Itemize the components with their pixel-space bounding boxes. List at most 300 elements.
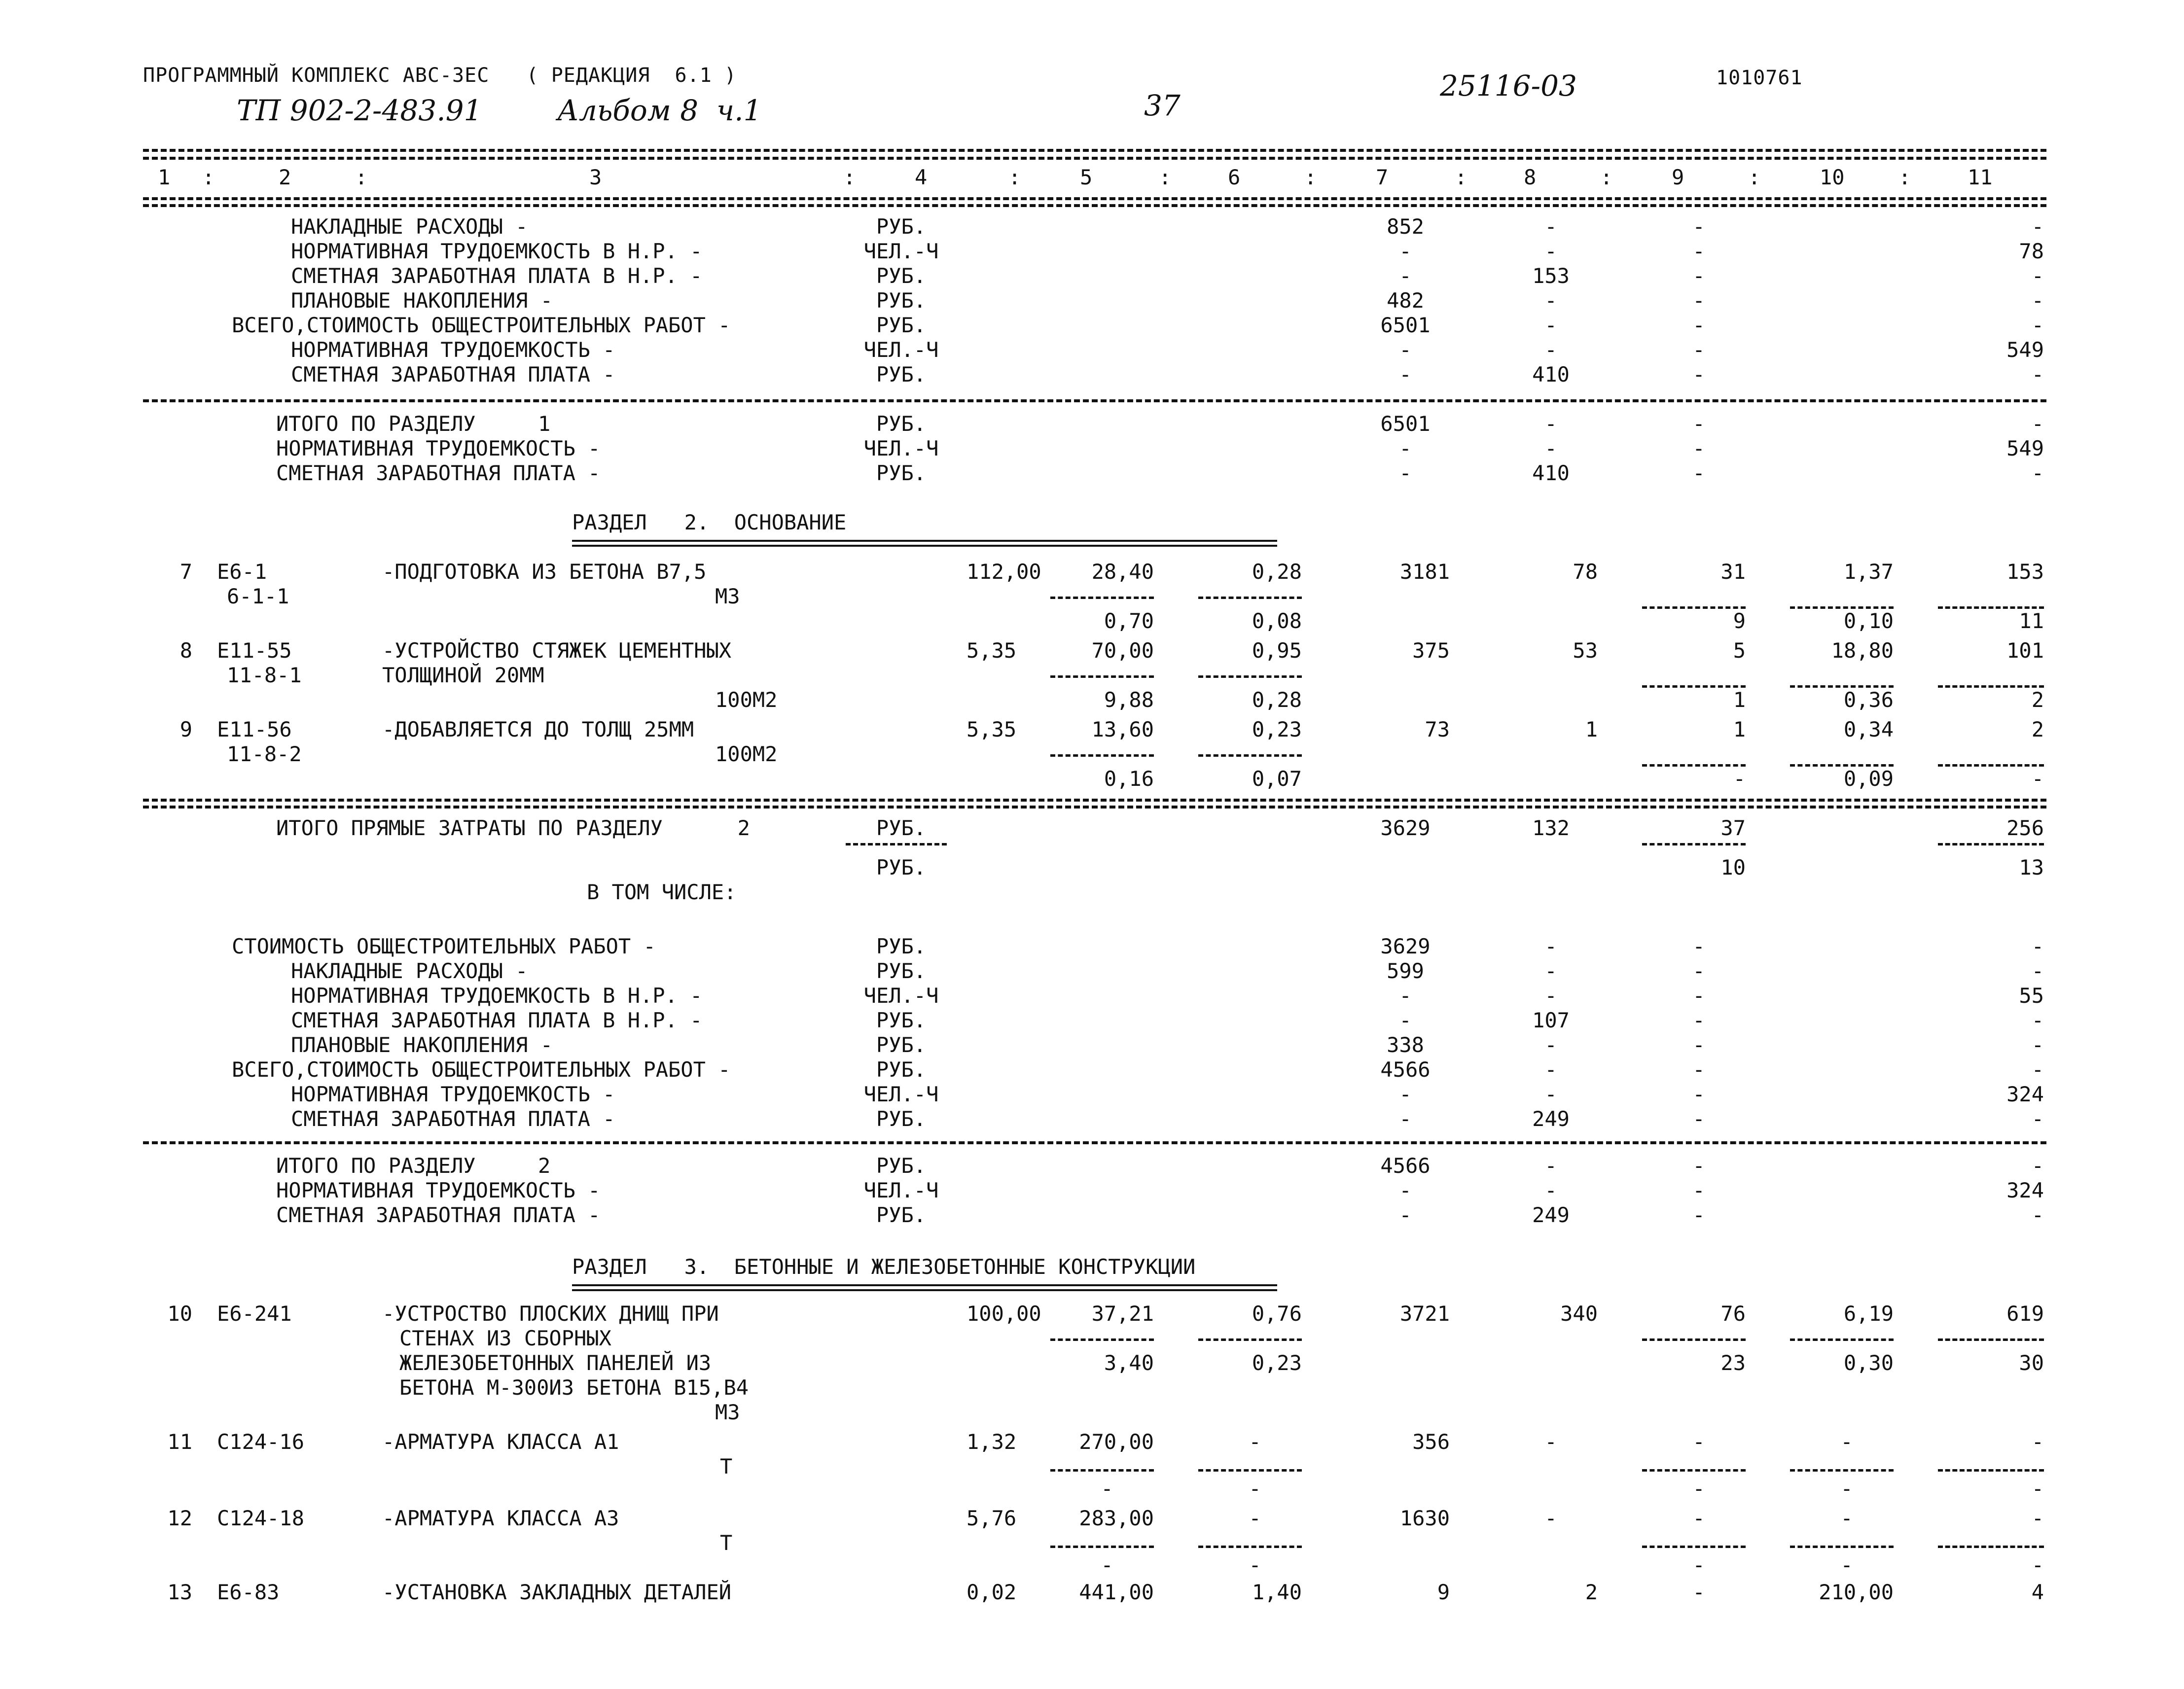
summary1-col8: - <box>1544 338 1557 362</box>
summary1-col9: - <box>1692 214 1705 239</box>
item9-col8: 1 <box>1585 717 1598 741</box>
total2-unit: ЧЕЛ.-Ч <box>863 1178 939 1202</box>
item8-description-2: ТОЛЩИНОЙ 20ММ <box>382 663 544 687</box>
item9-col11-sub: - <box>2031 767 2044 791</box>
total1-col8: 410 <box>1532 461 1570 485</box>
col-2: 2 <box>279 165 291 189</box>
summary1-unit: ЧЕЛ.-Ч <box>863 338 939 362</box>
summary1-col7: 6501 <box>1380 313 1431 337</box>
item8-col9: 5 <box>1733 638 1746 663</box>
col-5: 5 <box>1080 165 1093 189</box>
summary2-col9: - <box>1692 1008 1705 1032</box>
summary1-col9: - <box>1692 313 1705 337</box>
item13-description: -УСТАНОВКА ЗАКЛАДНЫХ ДЕТАЛЕЙ <box>382 1580 732 1604</box>
item10-rule-c5 <box>1050 1338 1154 1341</box>
total1-col11: 549 <box>2006 436 2044 460</box>
total1-row <box>0 461 2184 486</box>
item12-col5-sub: - <box>1101 1553 1113 1577</box>
item10-description-4: БЕТОНА М-300ИЗ БЕТОНА В15,В4 <box>399 1375 749 1400</box>
summary2-col9: - <box>1692 934 1705 958</box>
summary2-col11: - <box>2031 934 2044 958</box>
summary2-col9: - <box>1692 1082 1705 1106</box>
direct2-rule-c9 <box>1642 843 1746 845</box>
summary1-row <box>0 264 2184 288</box>
item9-col10-sub: 0,09 <box>1843 767 1894 791</box>
total2-col9: - <box>1692 1154 1705 1178</box>
item7-number: 7 <box>179 560 192 584</box>
item13-code: Е6-83 <box>217 1580 280 1604</box>
item9-number: 9 <box>179 717 192 741</box>
item10-row-5 <box>0 1400 2184 1425</box>
total1-col9: - <box>1692 461 1705 485</box>
summary2-col7: - <box>1399 1008 1412 1032</box>
item8-col8: 53 <box>1573 638 1598 663</box>
item12-row-3 <box>0 1553 2184 1578</box>
summary1-col7: - <box>1399 362 1412 387</box>
summary2-col9: - <box>1692 1033 1705 1057</box>
total2-col7: - <box>1399 1178 1412 1202</box>
item10-row-4 <box>0 1375 2184 1400</box>
item11-col5-sub: - <box>1101 1477 1113 1501</box>
total2-row <box>0 1178 2184 1203</box>
item9-row <box>0 717 2184 742</box>
direct2-col7: 3629 <box>1380 816 1431 840</box>
item12-col11: - <box>2031 1506 2044 1530</box>
col-8: 8 <box>1524 165 1537 189</box>
summary1-col9: - <box>1692 288 1705 313</box>
summary2-col11: 55 <box>2019 984 2044 1008</box>
total2-label: ИТОГО ПО РАЗДЕЛУ 2 <box>276 1154 551 1178</box>
item12-col6: - <box>1249 1506 1261 1530</box>
summary2-row <box>0 1107 2184 1131</box>
item9-row-3 <box>0 767 2184 791</box>
summary2-col8: 249 <box>1532 1107 1570 1131</box>
total2-col8: 249 <box>1532 1203 1570 1227</box>
item11-col8: - <box>1544 1430 1557 1454</box>
item10-col6: 0,76 <box>1252 1302 1302 1326</box>
total1-unit: РУБ. <box>876 461 927 485</box>
doc-number: 1010761 <box>1716 67 1803 89</box>
item9-rule-c6 <box>1198 754 1302 757</box>
col-1: 1 <box>158 165 171 189</box>
summary2-col8: - <box>1544 1082 1557 1106</box>
summary1-col8: 410 <box>1532 362 1570 387</box>
item10-col9: 76 <box>1720 1302 1746 1326</box>
summary2-col7: - <box>1399 984 1412 1008</box>
item11-quantity: 1,32 <box>967 1430 1017 1454</box>
item9-col9-sub: - <box>1733 767 1746 791</box>
summary1-row <box>0 239 2184 264</box>
item10-number: 10 <box>167 1302 192 1326</box>
rule-items2-bottom <box>143 799 2046 802</box>
summary2-col11: - <box>2031 1008 2044 1032</box>
summary1-col7: 482 <box>1387 288 1424 313</box>
summary1-col11: - <box>2031 264 2044 288</box>
total2-row <box>0 1203 2184 1228</box>
direct2-row <box>0 816 2184 841</box>
item8-col10: 18,80 <box>1831 638 1894 663</box>
handwritten-doc-code: 25116-03 <box>1440 69 1577 103</box>
item7-code: Е6-1 <box>217 560 267 584</box>
summary2-row <box>0 959 2184 984</box>
summary1-col11: - <box>2031 214 2044 239</box>
summary2-row <box>0 1082 2184 1107</box>
rule-top <box>143 149 2046 152</box>
item10-description-2: СТЕНАХ ИЗ СБОРНЫХ <box>399 1326 611 1350</box>
summary1-col9: - <box>1692 338 1705 362</box>
item12-row <box>0 1506 2184 1531</box>
item9-col7: 73 <box>1425 717 1450 741</box>
item13-quantity: 0,02 <box>967 1580 1017 1604</box>
item9-col10: 0,34 <box>1843 717 1894 741</box>
item7-col11-sub: 11 <box>2019 609 2044 633</box>
summary2-col9: - <box>1692 1057 1705 1082</box>
item7-unit: М3 <box>715 584 740 608</box>
item7-col7: 3181 <box>1399 560 1450 584</box>
total2-unit: РУБ. <box>876 1154 927 1178</box>
summary2-col11: 324 <box>2006 1082 2044 1106</box>
item11-rule-c9 <box>1642 1469 1746 1472</box>
direct2-col9-sub: 10 <box>1720 855 1746 880</box>
direct2-label: ИТОГО ПРЯМЫЕ ЗАТРАТЫ ПО РАЗДЕЛУ 2 <box>276 816 750 840</box>
total1-unit: РУБ. <box>876 412 927 436</box>
item10-col5-sub: 3,40 <box>1104 1351 1154 1375</box>
item7-quantity: 112,00 <box>967 560 1041 584</box>
summary2-unit: РУБ. <box>876 1107 927 1131</box>
item11-col9-sub: - <box>1692 1477 1705 1501</box>
item12-rule-c10 <box>1790 1546 1894 1548</box>
direct2-row-2 <box>0 855 2184 880</box>
item11-row-3 <box>0 1477 2184 1501</box>
item8-row <box>0 638 2184 663</box>
item7-col6-sub: 0,08 <box>1252 609 1302 633</box>
item10-col5: 37,21 <box>1091 1302 1154 1326</box>
summary1-row <box>0 362 2184 387</box>
summary2-row <box>0 1008 2184 1033</box>
item11-description: -АРМАТУРА КЛАССА А1 <box>382 1430 619 1454</box>
total2-col7: - <box>1399 1203 1412 1227</box>
item9-col6-sub: 0,07 <box>1252 767 1302 791</box>
item10-row <box>0 1302 2184 1326</box>
item11-col10: - <box>1840 1430 1853 1454</box>
item11-col5: 270,00 <box>1079 1430 1154 1454</box>
item8-col11-sub: 2 <box>2031 688 2044 712</box>
item13-col5: 441,00 <box>1079 1580 1154 1604</box>
item11-rule-c10 <box>1790 1469 1894 1472</box>
summary1-col9: - <box>1692 264 1705 288</box>
total1-col11: - <box>2031 412 2044 436</box>
summary2-unit: РУБ. <box>876 1033 927 1057</box>
total1-label: СМЕТНАЯ ЗАРАБОТНАЯ ПЛАТА - <box>276 461 601 485</box>
item12-col9-sub: - <box>1692 1553 1705 1577</box>
item12-description: -АРМАТУРА КЛАССА А3 <box>382 1506 619 1530</box>
summary2-col11: - <box>2031 1033 2044 1057</box>
item11-col11: - <box>2031 1430 2044 1454</box>
summary2-col8: - <box>1544 959 1557 983</box>
summary1-unit: ЧЕЛ.-Ч <box>863 239 939 263</box>
item10-col10-sub: 0,30 <box>1843 1351 1894 1375</box>
rule-summary2-bottom <box>143 1141 2046 1144</box>
total1-col9: - <box>1692 412 1705 436</box>
item7-rule-c6 <box>1198 597 1302 599</box>
item10-col10: 6,19 <box>1843 1302 1894 1326</box>
item9-col5-sub: 0,16 <box>1104 767 1154 791</box>
item9-unit: 100М2 <box>715 742 778 766</box>
item11-col7: 356 <box>1412 1430 1450 1454</box>
total1-col7: 6501 <box>1380 412 1431 436</box>
summary2-col7: 3629 <box>1380 934 1431 958</box>
summary1-col7: - <box>1399 264 1412 288</box>
summary1-label: СМЕТНАЯ ЗАРАБОТНАЯ ПЛАТА - <box>291 362 615 387</box>
summary2-label: ВСЕГО,СТОИМОСТЬ ОБЩЕСТРОИТЕЛЬНЫХ РАБОТ - <box>232 1057 731 1082</box>
item13-col7: 9 <box>1437 1580 1450 1604</box>
summary1-label: НАКЛАДНЫЕ РАСХОДЫ - <box>291 214 528 239</box>
item7-col9: 31 <box>1720 560 1746 584</box>
total1-col7: - <box>1399 436 1412 460</box>
item11-col6-sub: - <box>1249 1477 1261 1501</box>
item12-col7: 1630 <box>1399 1506 1450 1530</box>
rule-header-bottom <box>143 197 2046 200</box>
summary2-unit: РУБ. <box>876 1008 927 1032</box>
section-2-underline <box>572 540 1277 547</box>
item12-quantity: 5,76 <box>967 1506 1017 1530</box>
total2-col11: - <box>2031 1203 2044 1227</box>
summary1-col9: - <box>1692 362 1705 387</box>
item9-description: -ДОБАВЛЯЕТСЯ ДО ТОЛЩ 25ММ <box>382 717 694 741</box>
item9-quantity: 5,35 <box>967 717 1017 741</box>
item7-col5-sub: 0,70 <box>1104 609 1154 633</box>
item12-col8: - <box>1544 1506 1557 1530</box>
item11-unit: Т <box>720 1454 733 1478</box>
summary2-col8: - <box>1544 1057 1557 1082</box>
total2-col7: 4566 <box>1380 1154 1431 1178</box>
handwritten-page-number: 37 <box>1144 89 1181 122</box>
total1-col11: - <box>2031 461 2044 485</box>
handwritten-tp: ТП 902-2-483.91 <box>237 94 482 127</box>
item13-col10: 210,00 <box>1819 1580 1894 1604</box>
summary2-label: НОРМАТИВНАЯ ТРУДОЕМКОСТЬ - <box>291 1082 615 1106</box>
summary1-col11: - <box>2031 362 2044 387</box>
summary2-label: СТОИМОСТЬ ОБЩЕСТРОИТЕЛЬНЫХ РАБОТ - <box>232 934 656 958</box>
item7-row-3 <box>0 609 2184 633</box>
total2-label: СМЕТНАЯ ЗАРАБОТНАЯ ПЛАТА - <box>276 1203 601 1227</box>
summary1-label: ПЛАНОВЫЕ НАКОПЛЕНИЯ - <box>291 288 553 313</box>
direct2-col9: 37 <box>1720 816 1746 840</box>
item7-rule-c5 <box>1050 597 1154 599</box>
item10-description-3: ЖЕЛЕЗОБЕТОННЫХ ПАНЕЛЕЙ ИЗ <box>399 1351 712 1375</box>
direct2-incl-row <box>0 880 2184 905</box>
item11-row <box>0 1430 2184 1454</box>
summary2-unit: ЧЕЛ.-Ч <box>863 1082 939 1106</box>
item7-col10-sub: 0,10 <box>1843 609 1894 633</box>
item8-rule-c6 <box>1198 675 1302 678</box>
total2-col11: 324 <box>2006 1178 2044 1202</box>
item9-rule-c5 <box>1050 754 1154 757</box>
item8-row-3 <box>0 688 2184 712</box>
direct2-rule-c11 <box>1938 843 2044 845</box>
item13-row <box>0 1580 2184 1605</box>
item12-number: 12 <box>167 1506 192 1530</box>
item12-col10: - <box>1840 1506 1853 1530</box>
item11-col11-sub: - <box>2031 1477 2044 1501</box>
item11-col9: - <box>1692 1430 1705 1454</box>
item10-rule-c6 <box>1198 1338 1302 1341</box>
total2-unit: РУБ. <box>876 1203 927 1227</box>
summary1-col7: 852 <box>1387 214 1424 239</box>
summary2-col9: - <box>1692 959 1705 983</box>
rule-items2-bottom-2 <box>143 806 2046 809</box>
item8-col6-sub: 0,28 <box>1252 688 1302 712</box>
total1-col8: - <box>1544 436 1557 460</box>
section-2-title: РАЗДЕЛ 2. ОСНОВАНИЕ <box>572 510 847 534</box>
item12-rule-c5 <box>1050 1546 1154 1548</box>
summary2-unit: РУБ. <box>876 959 927 983</box>
summary1-col8: - <box>1544 288 1557 313</box>
summary1-unit: РУБ. <box>876 313 927 337</box>
summary1-row <box>0 288 2184 313</box>
item11-col6: - <box>1249 1430 1261 1454</box>
direct2-rule-unit <box>846 843 947 845</box>
summary2-col11: - <box>2031 959 2044 983</box>
total1-unit: ЧЕЛ.-Ч <box>863 436 939 460</box>
total1-col8: - <box>1544 412 1557 436</box>
total2-col8: - <box>1544 1154 1557 1178</box>
summary1-col11: - <box>2031 288 2044 313</box>
summary2-col8: - <box>1544 934 1557 958</box>
total1-row <box>0 436 2184 461</box>
item7-col5: 28,40 <box>1091 560 1154 584</box>
item10-code: Е6-241 <box>217 1302 292 1326</box>
item8-quantity: 5,35 <box>967 638 1017 663</box>
item10-quantity: 100,00 <box>967 1302 1041 1326</box>
summary2-row <box>0 934 2184 959</box>
summary2-col7: 338 <box>1387 1033 1424 1057</box>
direct2-unit-2: РУБ. <box>876 855 927 880</box>
item7-col9-sub: 9 <box>1733 609 1746 633</box>
summary1-unit: РУБ. <box>876 264 927 288</box>
total1-col7: - <box>1399 461 1412 485</box>
item10-col8: 340 <box>1560 1302 1598 1326</box>
section-3-underline <box>572 1284 1277 1291</box>
summary1-col11: 78 <box>2019 239 2044 263</box>
summary2-unit: РУБ. <box>876 934 927 958</box>
item12-col11-sub: - <box>2031 1553 2044 1577</box>
item10-rule-c11 <box>1938 1338 2044 1341</box>
summary2-col8: - <box>1544 984 1557 1008</box>
direct2-unit: РУБ. <box>876 816 927 840</box>
direct2-col11: 256 <box>2006 816 2044 840</box>
summary2-label: НОРМАТИВНАЯ ТРУДОЕМКОСТЬ В Н.Р. - <box>291 984 703 1008</box>
handwritten-album: Альбом 8 ч.1 <box>557 94 762 127</box>
summary2-row <box>0 1033 2184 1057</box>
item7-description: -ПОДГОТОВКА ИЗ БЕТОНА В7,5 <box>382 560 707 584</box>
total2-col8: - <box>1544 1178 1557 1202</box>
summary2-unit: ЧЕЛ.-Ч <box>863 984 939 1008</box>
item9-col11: 2 <box>2031 717 2044 741</box>
summary1-unit: РУБ. <box>876 214 927 239</box>
summary1-unit: РУБ. <box>876 362 927 387</box>
summary1-label: СМЕТНАЯ ЗАРАБОТНАЯ ПЛАТА В Н.Р. - <box>291 264 703 288</box>
summary2-row <box>0 1057 2184 1082</box>
summary2-col8: 107 <box>1532 1008 1570 1032</box>
item7-row <box>0 560 2184 584</box>
summary1-col8: - <box>1544 313 1557 337</box>
col-10: 10 <box>1820 165 1845 189</box>
summary2-col7: 4566 <box>1380 1057 1431 1082</box>
total1-label: НОРМАТИВНАЯ ТРУДОЕМКОСТЬ - <box>276 436 601 460</box>
item13-col8: 2 <box>1585 1580 1598 1604</box>
summary1-col11: - <box>2031 313 2044 337</box>
item12-rule-c9 <box>1642 1546 1746 1548</box>
summary1-row <box>0 313 2184 338</box>
item9-subcode: 11-8-2 <box>227 742 302 766</box>
item8-col6: 0,95 <box>1252 638 1302 663</box>
summary1-col8: - <box>1544 239 1557 263</box>
summary1-col9: - <box>1692 239 1705 263</box>
item10-rule-c9 <box>1642 1338 1746 1341</box>
summary2-col7: 599 <box>1387 959 1424 983</box>
item10-row-3 <box>0 1351 2184 1375</box>
item11-row-2 <box>0 1454 2184 1479</box>
item8-col11: 101 <box>2006 638 2044 663</box>
item9-col5: 13,60 <box>1091 717 1154 741</box>
summary2-label: НАКЛАДНЫЕ РАСХОДЫ - <box>291 959 528 983</box>
item8-rule-c5 <box>1050 675 1154 678</box>
item9-col9: 1 <box>1733 717 1746 741</box>
summary2-row <box>0 984 2184 1008</box>
item12-col6-sub: - <box>1249 1553 1261 1577</box>
item10-rule-c10 <box>1790 1338 1894 1341</box>
item8-col5: 70,00 <box>1091 638 1154 663</box>
summary2-col11: - <box>2031 1057 2044 1082</box>
summary2-label: СМЕТНАЯ ЗАРАБОТНАЯ ПЛАТА - <box>291 1107 615 1131</box>
summary1-col7: - <box>1399 338 1412 362</box>
item12-rule-c11 <box>1938 1546 2044 1548</box>
item13-col11: 4 <box>2031 1580 2044 1604</box>
item9-col6: 0,23 <box>1252 717 1302 741</box>
program-header: ПРОГРАММНЫЙ КОМПЛЕКС АВС-3ЕС ( РЕДАКЦИЯ 6.1 ) <box>143 64 737 87</box>
item10-unit: М3 <box>715 1400 740 1424</box>
item10-col6-sub: 0,23 <box>1252 1351 1302 1375</box>
total2-col11: - <box>2031 1154 2044 1178</box>
section-3-title: РАЗДЕЛ 3. БЕТОННЫЕ И ЖЕЛЕЗОБЕТОННЫЕ КОНСТРУКЦИИ <box>572 1255 1196 1279</box>
item11-rule-c5 <box>1050 1469 1154 1472</box>
item10-col11: 619 <box>2006 1302 2044 1326</box>
item8-unit: 100М2 <box>715 688 778 712</box>
summary1-row <box>0 338 2184 362</box>
item7-subcode: 6-1-1 <box>227 584 289 608</box>
summary1-col8: 153 <box>1532 264 1570 288</box>
column-header-row: 1 : 2 : 3 : 4 : 5 : 6 : 7 : 8 : 9 : 10 : 11 <box>158 165 1993 189</box>
item8-col7: 375 <box>1412 638 1450 663</box>
summary1-col7: - <box>1399 239 1412 263</box>
item11-rule-c6 <box>1198 1469 1302 1472</box>
summary2-label: СМЕТНАЯ ЗАРАБОТНАЯ ПЛАТА В Н.Р. - <box>291 1008 703 1032</box>
summary2-col9: - <box>1692 1107 1705 1131</box>
item8-number: 8 <box>179 638 192 663</box>
total1-row <box>0 412 2184 436</box>
item12-col5: 283,00 <box>1079 1506 1154 1530</box>
rule-header-bottom-2 <box>143 204 2046 207</box>
item12-col10-sub: - <box>1840 1553 1853 1577</box>
summary2-unit: РУБ. <box>876 1057 927 1082</box>
item7-col8: 78 <box>1573 560 1598 584</box>
col-4: 4 <box>915 165 928 189</box>
item7-col10: 1,37 <box>1843 560 1894 584</box>
total1-label: ИТОГО ПО РАЗДЕЛУ 1 <box>276 412 551 436</box>
summary1-col8: - <box>1544 214 1557 239</box>
item13-number: 13 <box>167 1580 192 1604</box>
